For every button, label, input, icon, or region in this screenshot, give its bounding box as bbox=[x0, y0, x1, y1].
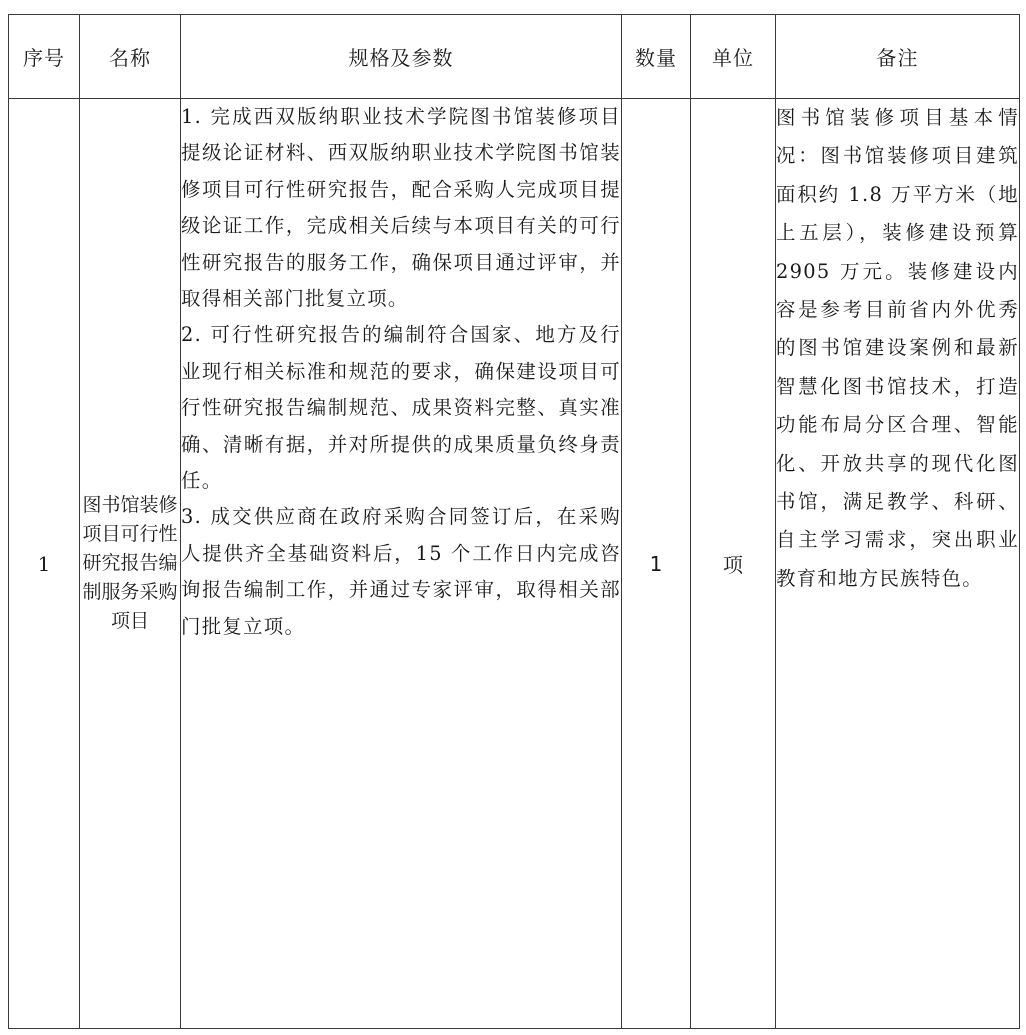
row-spec bbox=[181, 99, 622, 1029]
row-unit: 项 bbox=[691, 99, 776, 1029]
header-quantity: 数量 bbox=[622, 15, 691, 99]
header-name: 名称 bbox=[80, 15, 181, 99]
row-remarks: 图书馆装修项目基本情况：图书馆装修项目建筑面积约 1.8 万平方米（地上五层），装修建设预算 2905 万元。装修建设内容是参考目前省内外优秀的图书馆建设案例和最新智慧化图书馆技术，打造功能布局分区合理、智能化、开放共享的现代化图书馆，满足教学、科研、自主学习需求，突出职业教育和地方民族特色。 bbox=[776, 99, 1020, 1029]
header-unit: 单位 bbox=[691, 15, 776, 99]
procurement-table bbox=[8, 14, 1020, 1029]
table-row bbox=[9, 99, 1020, 1029]
row-index: 1 bbox=[9, 99, 80, 1029]
row-quantity: 1 bbox=[622, 99, 691, 1029]
spec-item-2: 2. 可行性研究报告的编制符合国家、地方及行业现行相关标准和规范的要求，确保建设项目可行性研究报告编制规范、成果资料完整、真实准确、清晰有据，并对所提供的成果质量负终身责任。 bbox=[181, 323, 621, 493]
header-spec: 规格及参数 bbox=[181, 15, 622, 99]
spec-item-3: 3. 成交供应商在政府采购合同签订后，在采购人提供齐全基础资料后，15 个工作日内完成咨询报告编制工作，并通过专家评审，取得相关部门批复立项。 bbox=[181, 505, 621, 638]
header-index: 序号 bbox=[9, 15, 80, 99]
spec-item-1: 1. 完成西双版纳职业技术学院图书馆装修项目提级论证材料、西双版纳职业技术学院图书馆装修项目可行性研究报告，配合采购人完成项目提级论证工作，完成相关后续与本项目有关的可行性研究报告的服务工作，确保项目通过评审，并取得相关部门批复立项。 bbox=[181, 105, 621, 311]
table-header-row bbox=[9, 15, 1020, 99]
header-remarks: 备注 bbox=[776, 15, 1020, 99]
row-name: 图书馆装修项目可行性研究报告编制服务采购项目 bbox=[80, 99, 181, 1029]
